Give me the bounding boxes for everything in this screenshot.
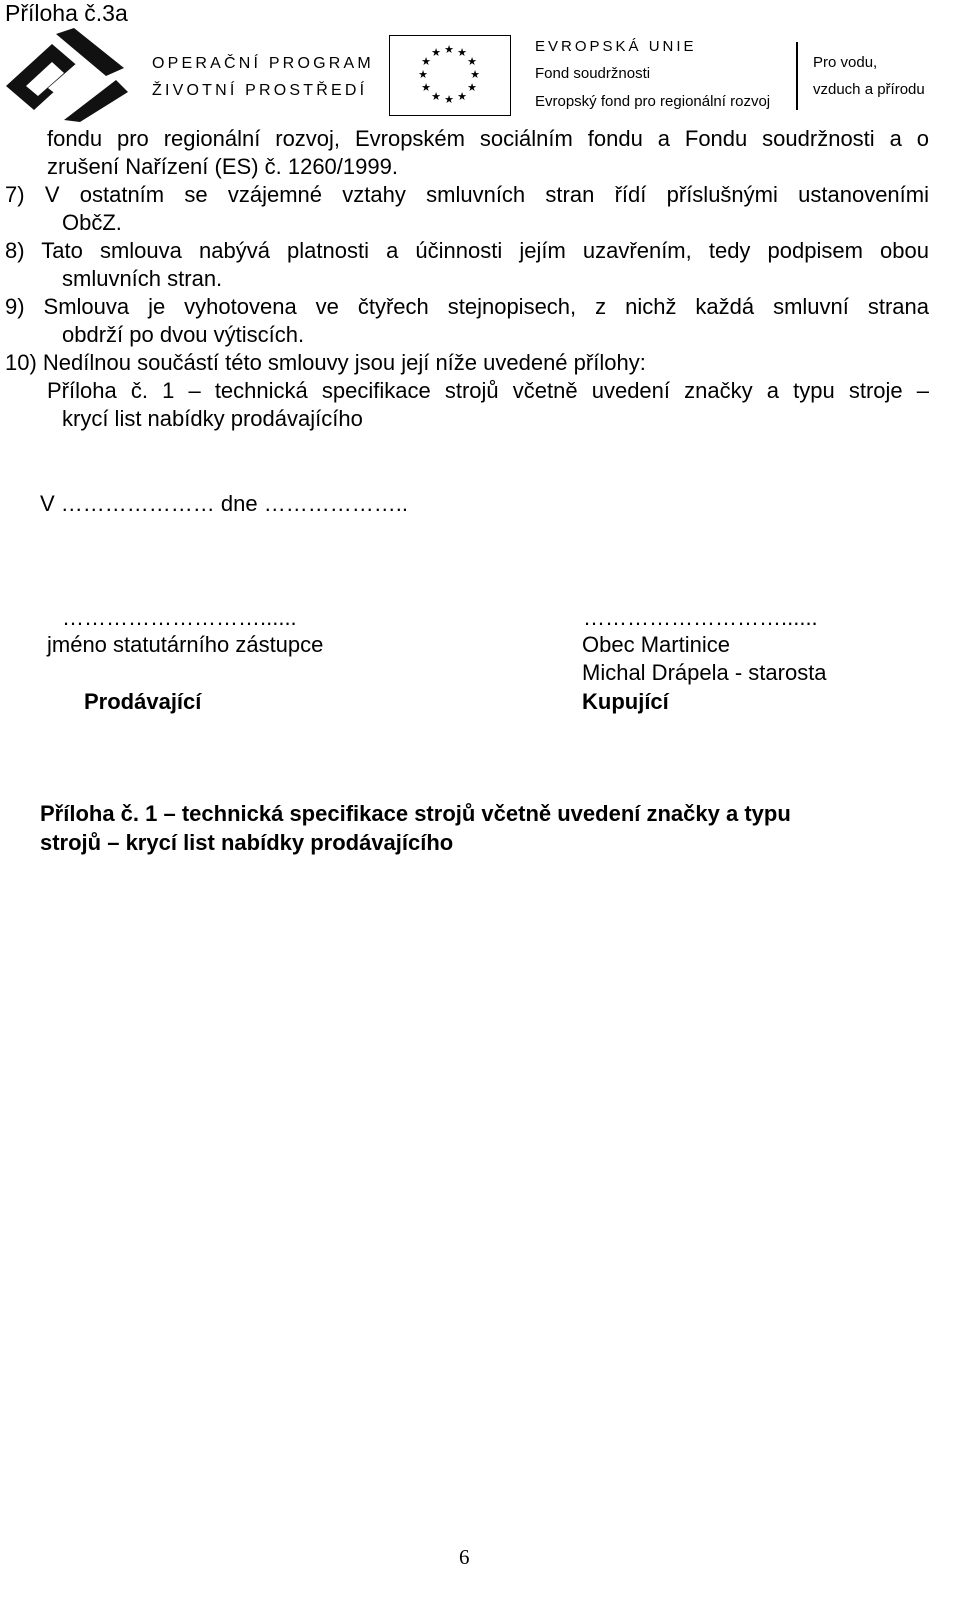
place-date-line: V ………………… dne ……………….. <box>40 491 408 516</box>
svg-text:★: ★ <box>421 55 431 68</box>
seller-role: Prodávající <box>84 689 202 714</box>
slogan-line1: Pro vodu, <box>813 54 878 71</box>
buyer-representative: Michal Drápela - starosta <box>582 660 827 685</box>
annex-title-line2: strojů – krycí list nabídky prodávajícího <box>40 830 454 855</box>
svg-text:★: ★ <box>444 93 454 106</box>
program-title-line2: ŽIVOTNÍ PROSTŘEDÍ <box>152 82 368 99</box>
clause-8-line1: 8) Tato smlouva nabývá platnosti a účinnosti jejím uzavřením, tedy podpisem obou <box>5 238 929 263</box>
svg-text:★: ★ <box>431 46 441 59</box>
buyer-signature-line: ………………………...... <box>583 605 818 630</box>
clause-9-line1: 9) Smlouva je vyhotovena ve čtyřech stejnopisech, z nichž každá smluvní strana <box>5 294 929 319</box>
clause-8-line2: smluvních stran. <box>62 266 223 291</box>
buyer-name: Obec Martinice <box>582 632 730 657</box>
clause-7-line2: ObčZ. <box>62 210 122 235</box>
slogan-line2: vzduch a přírodu <box>813 81 925 98</box>
seller-representative-name: jméno statutárního zástupce <box>47 632 324 657</box>
page-number: 6 <box>459 1545 470 1569</box>
eu-flag-icon <box>389 35 511 116</box>
seller-signature-line: ………………………...... <box>62 605 297 630</box>
clause-10-line1: 10) Nedílnou součástí této smlouvy jsou její níže uvedené přílohy: <box>5 350 646 375</box>
eu-title: EVROPSKÁ UNIE <box>535 38 697 55</box>
buyer-role: Kupující <box>582 689 669 714</box>
svg-text:★: ★ <box>418 68 428 81</box>
clause-7-line1: 7) V ostatním se vzájemné vztahy smluvních stran řídí příslušnými ustanoveními <box>5 182 929 207</box>
continuation-line2: zrušení Nařízení (ES) č. 1260/1999. <box>47 154 398 179</box>
attachment-label: Příloha č.3a <box>5 0 128 26</box>
svg-text:★: ★ <box>431 90 441 103</box>
op-zp-logo-icon <box>4 28 130 122</box>
eu-fund-regional: Evropský fond pro regionální rozvoj <box>535 93 771 110</box>
svg-text:★: ★ <box>444 43 454 56</box>
svg-text:★: ★ <box>467 81 477 94</box>
header-divider <box>796 42 798 110</box>
clause-9-line2: obdrží po dvou výtiscích. <box>62 322 305 347</box>
svg-text:★: ★ <box>457 46 467 59</box>
clause-10-line3: krycí list nabídky prodávajícího <box>62 406 363 431</box>
annex-title-line1: Příloha č. 1 – technická specifikace strojů včetně uvedení značky a typu <box>40 801 791 826</box>
clause-10-line2: Příloha č. 1 – technická specifikace strojů včetně uvedení značky a typu stroje – <box>47 378 929 403</box>
svg-text:★: ★ <box>457 90 467 103</box>
continuation-line1: fondu pro regionální rozvoj, Evropském sociálním fondu a Fondu soudržnosti a o <box>47 126 929 151</box>
svg-text:★: ★ <box>470 68 480 81</box>
svg-text:★: ★ <box>467 55 477 68</box>
svg-text:★: ★ <box>421 81 431 94</box>
program-title-line1: OPERAČNÍ PROGRAM <box>152 55 374 72</box>
eu-fund-cohesion: Fond soudržnosti <box>535 65 651 82</box>
